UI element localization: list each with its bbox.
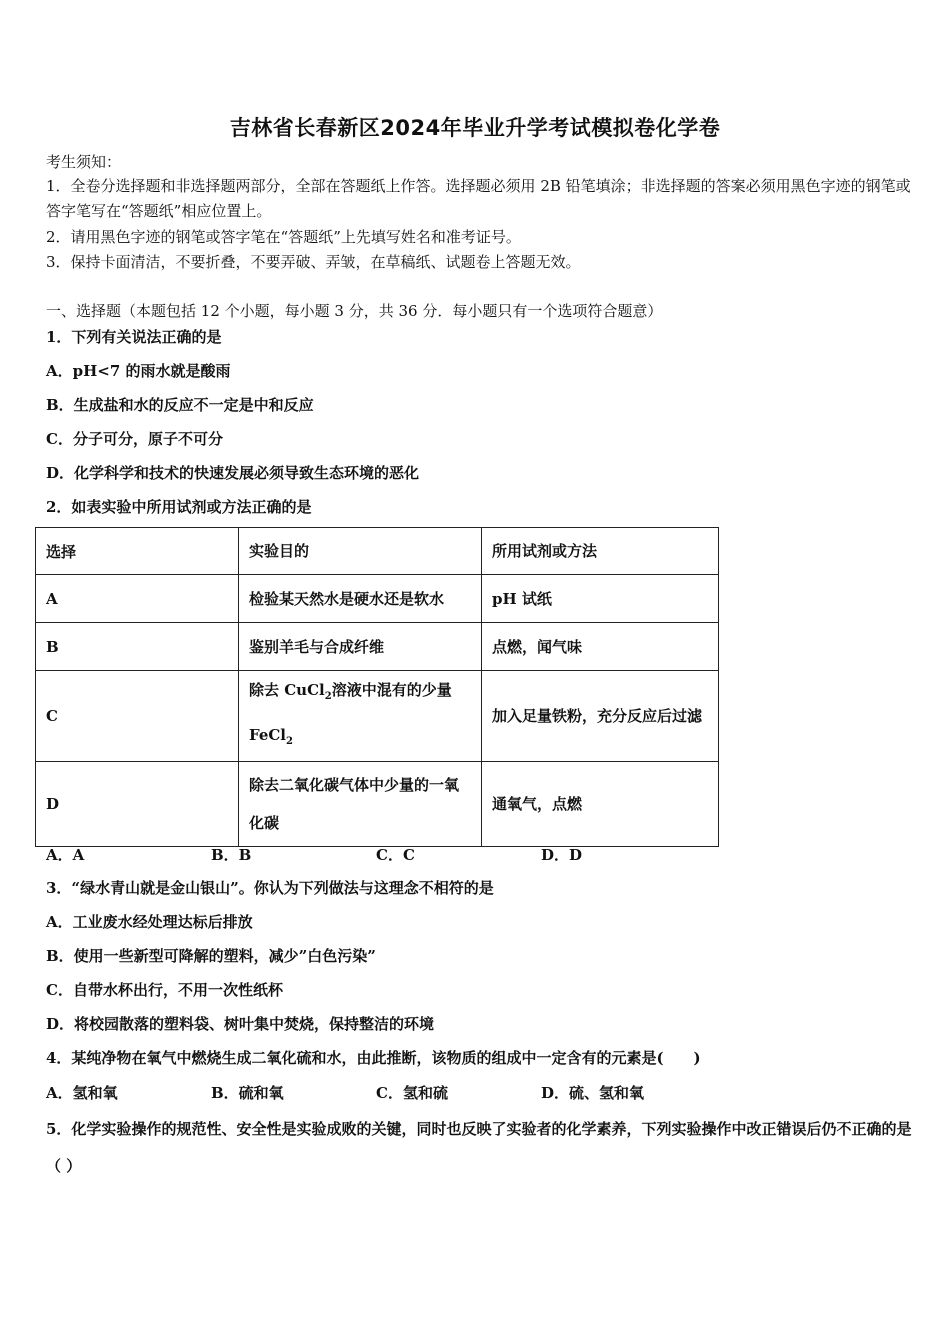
option-a: A．A: [46, 846, 85, 864]
option-b: B．B: [211, 846, 252, 864]
table-cell: 检验某天然水是硬水还是软水: [239, 575, 482, 623]
notice-heading: 考生须知：: [46, 153, 122, 171]
table-row: [36, 575, 719, 623]
question-3-option-a: A．工业废水经处理达标后排放: [46, 913, 253, 931]
notice-item-2: 2．请用黑色字迹的钢笔或答字笔在“答题纸”上先填写姓名和准考证号。: [46, 228, 521, 246]
question-3-option-d: D．将校园散落的塑料袋、树叶集中焚烧，保持整洁的环境: [46, 1015, 435, 1033]
table-cell: 除去二氧化碳气体中少量的一氧化碳: [239, 762, 482, 847]
experiment-table: [35, 527, 719, 847]
formula-subscript: 2: [286, 736, 293, 747]
table-cell: 加入足量铁粉，充分反应后过滤: [482, 671, 719, 762]
table-header-row: [36, 528, 719, 575]
option-c: C．氢和硫: [376, 1084, 448, 1102]
table-cell: 鉴别羊毛与合成纤维: [239, 623, 482, 671]
question-1-option-c: C．分子可分，原子不可分: [46, 430, 223, 448]
table-cell: [239, 671, 482, 762]
question-5-stem: 5．化学实验操作的规范性、安全性是实验成败的关键，同时也反映了实验者的化学素养，下列实验操作中改正错误后仍不正确的是（ ）: [46, 1120, 912, 1175]
question-1-option-a: A．pH<7 的雨水就是酸雨: [46, 362, 231, 380]
table-cell: D: [36, 762, 239, 847]
question-4-options: [46, 1082, 644, 1103]
table-cell: B: [36, 623, 239, 671]
table-row: [36, 623, 719, 671]
question-4-stem: 4．某纯净物在氧气中燃烧生成二氧化硫和水，由此推断，该物质的组成中一定含有的元素是( ): [46, 1049, 701, 1067]
table-row: [36, 671, 719, 762]
table-cell: C: [36, 671, 239, 762]
formula-text: 溶液中混有的少量 FeCl: [249, 681, 452, 744]
table-row: [36, 762, 719, 847]
question-2-stem: 2．如表实验中所用试剂或方法正确的是: [46, 498, 312, 516]
notice-item-3: 3．保持卡面清洁，不要折叠，不要弄破、弄皱，在草稿纸、试题卷上答题无效。: [46, 253, 581, 271]
table-cell: A: [36, 575, 239, 623]
table-header-cell: 实验目的: [239, 528, 482, 575]
option-b: B．硫和氧: [211, 1084, 284, 1102]
question-1-stem: 1．下列有关说法正确的是: [46, 328, 222, 346]
question-1-option-d: D．化学科学和技术的快速发展必须导致生态环境的恶化: [46, 464, 420, 482]
question-3-option-c: C．自带水杯出行，不用一次性纸杯: [46, 981, 283, 999]
table-cell: 点燃，闻气味: [482, 623, 719, 671]
table-cell: 通氧气，点燃: [482, 762, 719, 847]
option-d: D．D: [541, 846, 583, 864]
formula-text: 除去 CuCl: [249, 681, 325, 699]
question-3-stem: 3．“绿水青山就是金山银山”。你认为下列做法与这理念不相符的是: [46, 879, 494, 897]
option-a: A．氢和氧: [46, 1084, 118, 1102]
page-title: 吉林省长春新区2024年毕业升学考试模拟卷化学卷: [229, 116, 721, 140]
option-c: C．C: [376, 846, 415, 864]
question-2-options: [46, 844, 582, 865]
formula-subscript: 2: [324, 691, 332, 702]
table-header-cell: 选择: [36, 528, 239, 575]
notice-item-1: 1．全卷分选择题和非选择题两部分，全部在答题纸上作答。选择题必须用 2B 铅笔填涂；非选择题的答案必须用黑色字迹的钢笔或答字笔写在“答题纸”相应位置上。: [46, 177, 911, 220]
question-1-option-b: B．生成盐和水的反应不一定是中和反应: [46, 396, 314, 414]
question-3-option-b: B．使用一些新型可降解的塑料，减少”白色污染”: [46, 947, 376, 965]
table-header-cell: 所用试剂或方法: [482, 528, 719, 575]
section-heading: 一、选择题（本题包括 12 个小题，每小题 3 分，共 36 分．每小题只有一个选项符合题意）: [46, 302, 663, 320]
table-cell: pH 试纸: [482, 575, 719, 623]
option-d: D．硫、氢和氧: [541, 1084, 645, 1102]
